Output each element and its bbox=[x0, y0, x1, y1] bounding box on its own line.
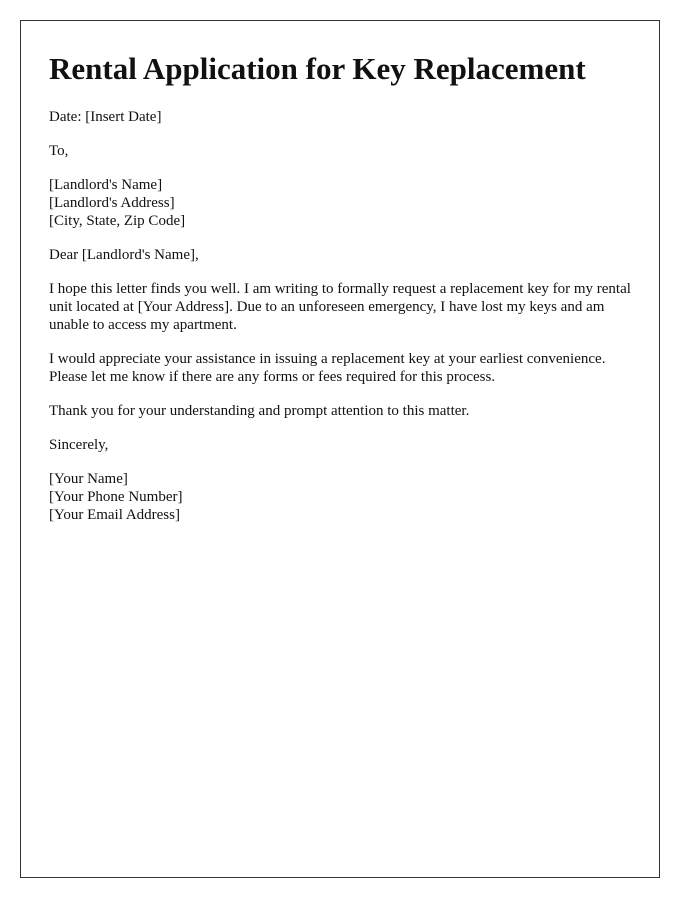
recipient-address-block bbox=[49, 176, 639, 230]
sender-phone: [Your Phone Number] bbox=[49, 489, 183, 505]
sender-name: [Your Name] bbox=[49, 471, 128, 487]
letter-content bbox=[49, 49, 639, 540]
sender-signature-block bbox=[49, 470, 639, 524]
date-line: Date: [Insert Date] bbox=[49, 109, 162, 125]
letter-title: Rental Application for Key Replacement bbox=[49, 51, 586, 86]
recipient-city-state-zip: [City, State, Zip Code] bbox=[49, 213, 186, 229]
letter-page bbox=[20, 20, 660, 878]
recipient-name: [Landlord's Name] bbox=[49, 177, 163, 193]
recipient-address: [Landlord's Address] bbox=[49, 195, 175, 211]
closing: Sincerely, bbox=[49, 437, 109, 453]
to-line: To, bbox=[49, 143, 69, 159]
body-paragraph-3: Thank you for your understanding and prompt attention to this matter. bbox=[49, 403, 470, 419]
salutation: Dear [Landlord's Name], bbox=[49, 247, 199, 263]
body-paragraph-1: I hope this letter finds you well. I am writing to formally request a replacement key for my rental unit located at [Your Address]. Due to an unforeseen emergency, I have lost my keys and am unable to access my apartment. bbox=[49, 281, 631, 333]
body-paragraph-2: I would appreciate your assistance in issuing a replacement key at your earliest convenience. Please let me know if there are any forms or fees required for this process. bbox=[49, 351, 606, 385]
sender-email: [Your Email Address] bbox=[49, 507, 180, 523]
